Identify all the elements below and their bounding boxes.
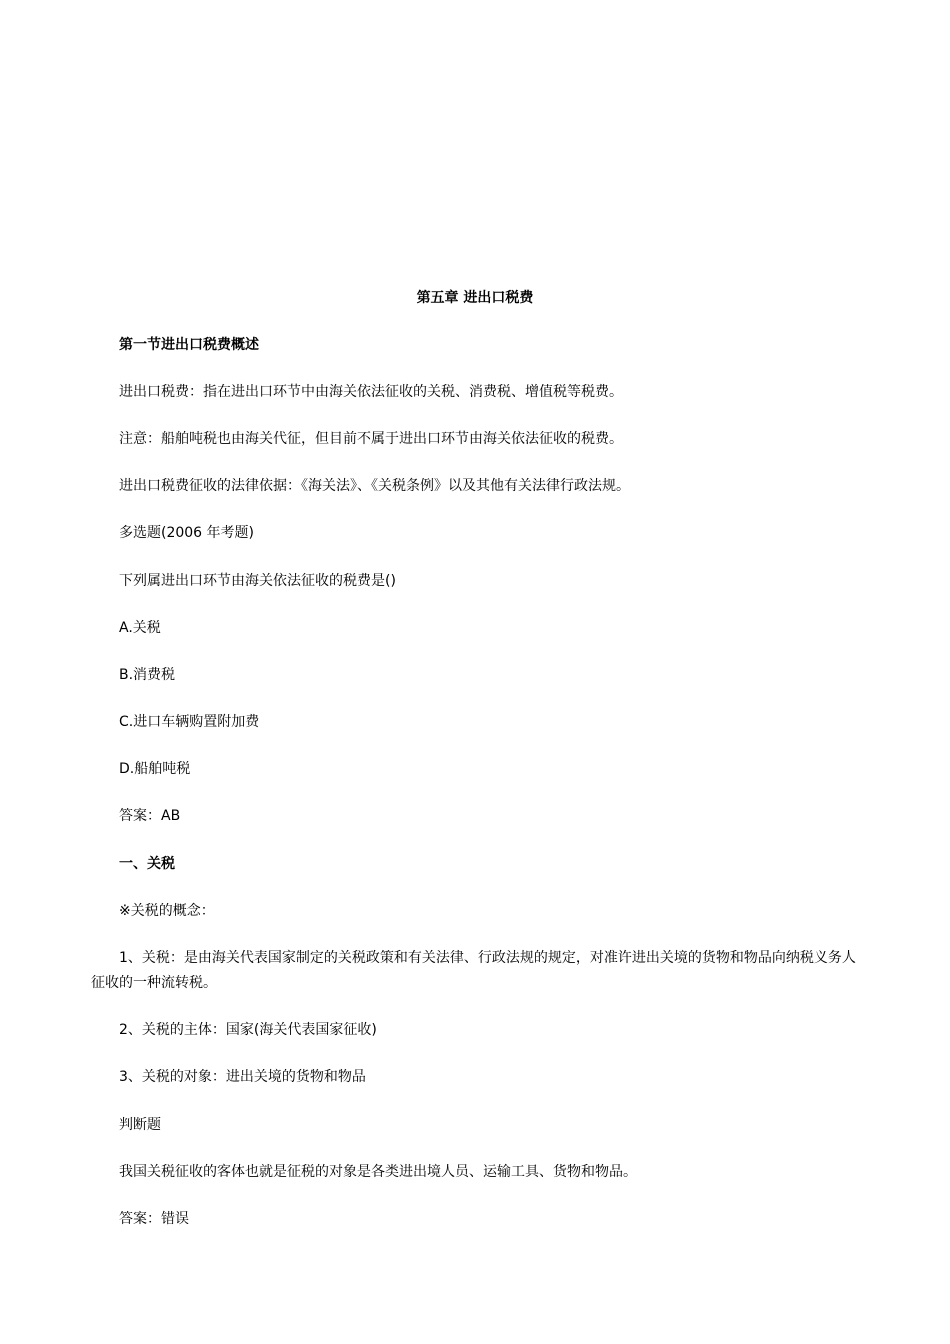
section-title: 第一节进出口税费概述 bbox=[119, 337, 259, 353]
legal-basis-paragraph: 进出口税费征收的法律依据：《海关法》、《关税条例》以及其他有关法律行政法规。 bbox=[119, 478, 630, 494]
tariff-point-3: 3、关税的对象：进出关境的货物和物品 bbox=[119, 1069, 366, 1085]
question2-type: 判断题 bbox=[119, 1117, 161, 1133]
question1-option-a: A.关税 bbox=[119, 620, 161, 636]
question1-option-d: D.船舶吨税 bbox=[119, 761, 191, 777]
question1-answer: 答案：AB bbox=[119, 808, 181, 824]
tariff-point-1: 1、关税：是由海关代表国家制定的关税政策和有关法律、行政法规的规定，对准许进出关境的货物和物品向纳税义务人征收的一种流转税。 bbox=[91, 950, 856, 991]
tariff-concept-label: ※关税的概念： bbox=[119, 903, 215, 919]
note-paragraph: 注意：船舶吨税也由海关代征，但目前不属于进出口环节由海关依法征收的税费。 bbox=[119, 431, 623, 447]
question2-answer: 答案：错误 bbox=[119, 1211, 189, 1227]
tariff-point-2: 2、关税的主体：国家(海关代表国家征收) bbox=[119, 1022, 377, 1038]
question1-stem: 下列属进出口环节由海关依法征收的税费是() bbox=[119, 573, 396, 589]
chapter-title: 第五章 进出口税费 bbox=[416, 290, 534, 306]
tariff-heading: 一、关税 bbox=[119, 856, 175, 872]
question1-type: 多选题(2006 年考题) bbox=[119, 525, 255, 541]
definition-paragraph: 进出口税费：指在进出口环节中由海关依法征收的关税、消费税、增值税等税费。 bbox=[119, 384, 623, 400]
question1-option-c: C.进口车辆购置附加费 bbox=[119, 714, 260, 730]
question2-stem: 我国关税征收的客体也就是征税的对象是各类进出境人员、运输工具、货物和物品。 bbox=[119, 1164, 637, 1180]
question1-option-b: B.消费税 bbox=[119, 667, 176, 683]
